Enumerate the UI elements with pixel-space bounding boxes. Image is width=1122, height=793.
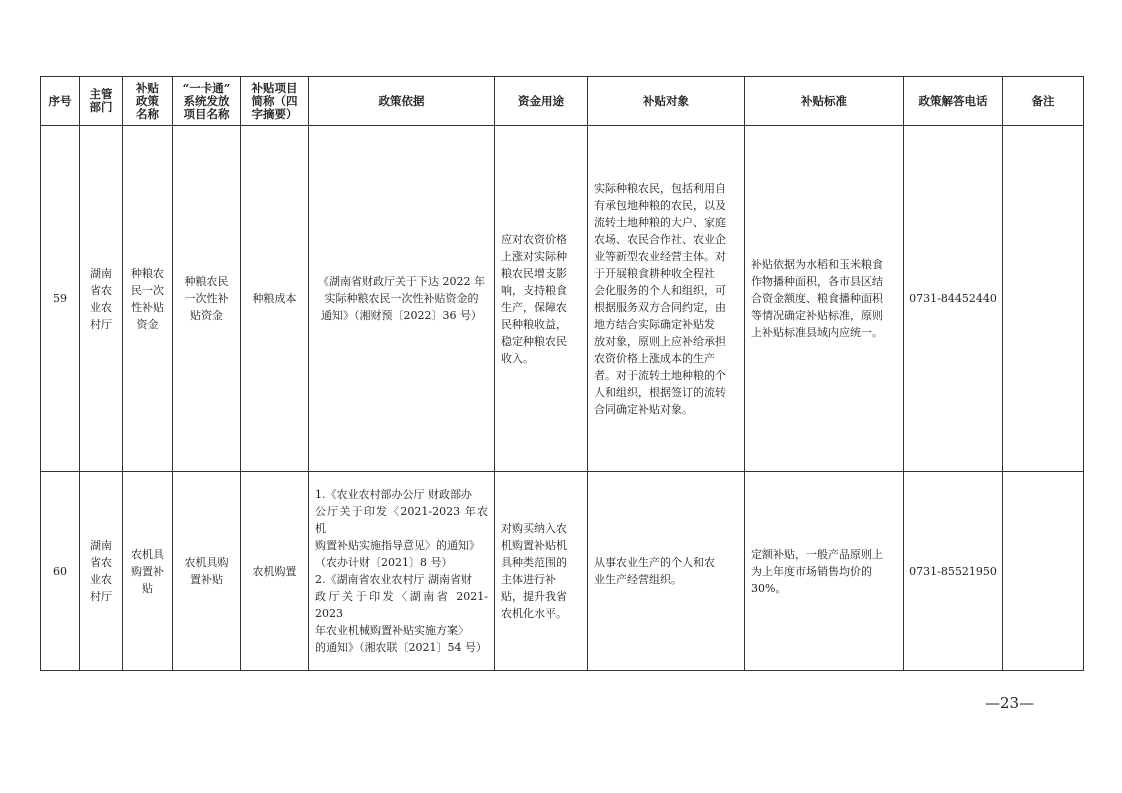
row-system-name: 种粮农民 一次性补 贴资金 — [173, 126, 241, 472]
table-row — [41, 126, 1084, 472]
row-dept: 湖南 省农 业农 村厅 — [80, 472, 123, 671]
row-remark — [1003, 126, 1084, 472]
header-dept: 主管 部门 — [80, 77, 123, 126]
row-short-name: 种粮成本 — [241, 126, 309, 472]
header-no: 序号 — [41, 77, 80, 126]
row-standard: 定额补贴，一般产品原则上 为上年度市场销售均价的 30%。 — [745, 472, 904, 671]
header-row — [41, 77, 1084, 126]
header-standard: 补贴标准 — [745, 77, 904, 126]
header-basis: 政策依据 — [309, 77, 495, 126]
header-remark: 备注 — [1003, 77, 1084, 126]
row-short-name: 农机购置 — [241, 472, 309, 671]
row-policy-name: 农机具 购置补 贴 — [123, 472, 173, 671]
header-short-name: 补贴项目 简称（四 字摘要） — [241, 77, 309, 126]
row-no: 60 — [41, 472, 80, 671]
row-use: 应对农资价格 上涨对实际种 粮农民增支影 响，支持粮食 生产，保障农 民种粮收益， 稳定种粮农民 收入。 — [495, 126, 588, 472]
row-phone: 0731-84452440 — [904, 126, 1003, 472]
row-target: 从事农业生产的个人和农 业生产经营组织。 — [588, 472, 745, 671]
row-standard: 补贴依据为水稻和玉米粮食 作物播种面积，各市县区结 合资金额度、粮食播种面积 等情况确定补贴标准，原则 上补贴标准县域内应统一。 — [745, 126, 904, 472]
header-policy-name: 补贴 政策 名称 — [123, 77, 173, 126]
row-no: 59 — [41, 126, 80, 472]
row-target: 实际种粮农民，包括利用自 有承包地种粮的农民，以及 流转土地种粮的大户、家庭 农场、农民合作社、农业企 业等新型农业经营主体。对 于开展粮食耕种收全程社 会化服务的个人和组织，可 根据服务双方合同约定，由 地方结合实际确定补贴发 放对象，原则上应补给承担 农资价格上涨成本的生产 者。对于流转土地种粮的个 人和组织，根据签订的流转 合同确定补贴对象。 — [588, 126, 745, 472]
header-use: 资金用途 — [495, 77, 588, 126]
table-row — [41, 472, 1084, 671]
header-phone: 政策解答电话 — [904, 77, 1003, 126]
row-system-name: 农机具购 置补贴 — [173, 472, 241, 671]
page-number: —23— — [985, 694, 1035, 712]
policy-table — [40, 76, 1084, 671]
header-system-name: “一卡通” 系统发放 项目名称 — [173, 77, 241, 126]
row-phone: 0731-85521950 — [904, 472, 1003, 671]
row-policy-name: 种粮农 民一次 性补贴 资金 — [123, 126, 173, 472]
row-basis: 1.《农业农村部办公厅 财政部办 公厅关于印发〈2021-2023 年农机 购置补贴实施指导意见〉的通知》 （农办计财〔2021〕8 号） 2.《湖南省农业农村厅 湖南省财 政厅关于印发〈湖南省 2021-2023 年农业机械购置补贴实施方案〉 的通知》（湘农联〔2021〕54 号） — [309, 472, 495, 671]
row-dept: 湖南 省农 业农 村厅 — [80, 126, 123, 472]
row-basis: 《湖南省财政厅关于下达 2022 年 实际种粮农民一次性补贴资金的 通知》（湘财预〔2022〕36 号） — [309, 126, 495, 472]
row-use: 对购买纳入农 机购置补贴机 具种类范围的 主体进行补 贴，提升我省 农机化水平。 — [495, 472, 588, 671]
header-target: 补贴对象 — [588, 77, 745, 126]
row-remark — [1003, 472, 1084, 671]
